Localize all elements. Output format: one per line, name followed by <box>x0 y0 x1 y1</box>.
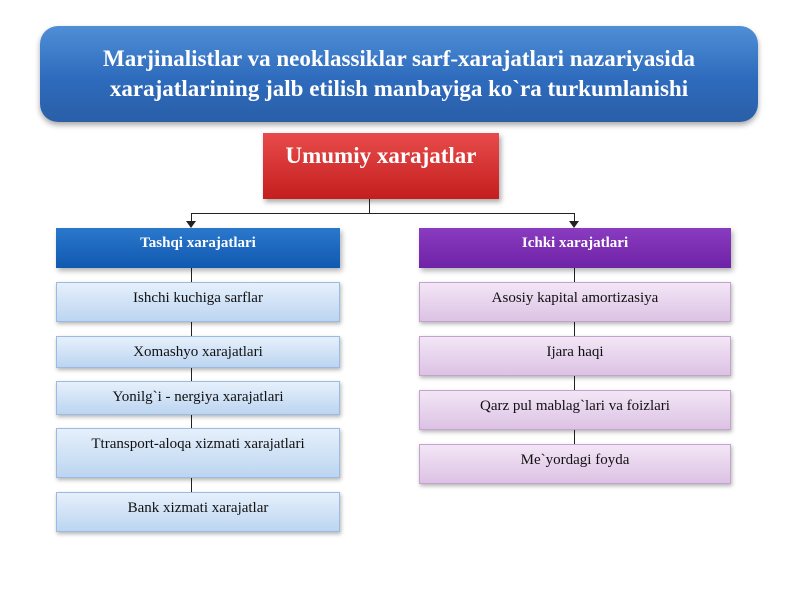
root-node: Umumiy xarajatlar <box>263 133 499 199</box>
diagram-title <box>40 26 758 122</box>
right-item: Ijara haqi <box>419 336 731 376</box>
right-category-header: Ichki xarajatlari <box>419 228 731 268</box>
right-branch-arrow <box>569 221 579 228</box>
title-line-2: xarajatlarining jalb etilish manbayiga ko`ra turkumlanishi <box>109 76 689 101</box>
left-item: Ttransport-aloqa xizmati xarajatlari <box>56 428 340 478</box>
root-connector <box>369 199 370 213</box>
right-item: Asosiy kapital amortizasiya <box>419 282 731 322</box>
right-item: Me`yordagi foyda <box>419 444 731 484</box>
left-item: Ishchi kuchiga sarflar <box>56 282 340 322</box>
title-line-1: Marjinalistlar va neoklassiklar sarf-xarajatlari nazariyasida <box>102 46 695 71</box>
left-item: Bank xizmati xarajatlar <box>56 492 340 532</box>
branch-connector <box>191 213 575 214</box>
left-item: Xomashyo xarajatlari <box>56 336 340 368</box>
right-item: Qarz pul mablag`lari va foizlari <box>419 390 731 430</box>
left-item: Yonilg`i - nergiya xarajatlari <box>56 381 340 415</box>
left-branch-arrow <box>186 221 196 228</box>
left-category-header: Tashqi xarajatlari <box>56 228 340 268</box>
